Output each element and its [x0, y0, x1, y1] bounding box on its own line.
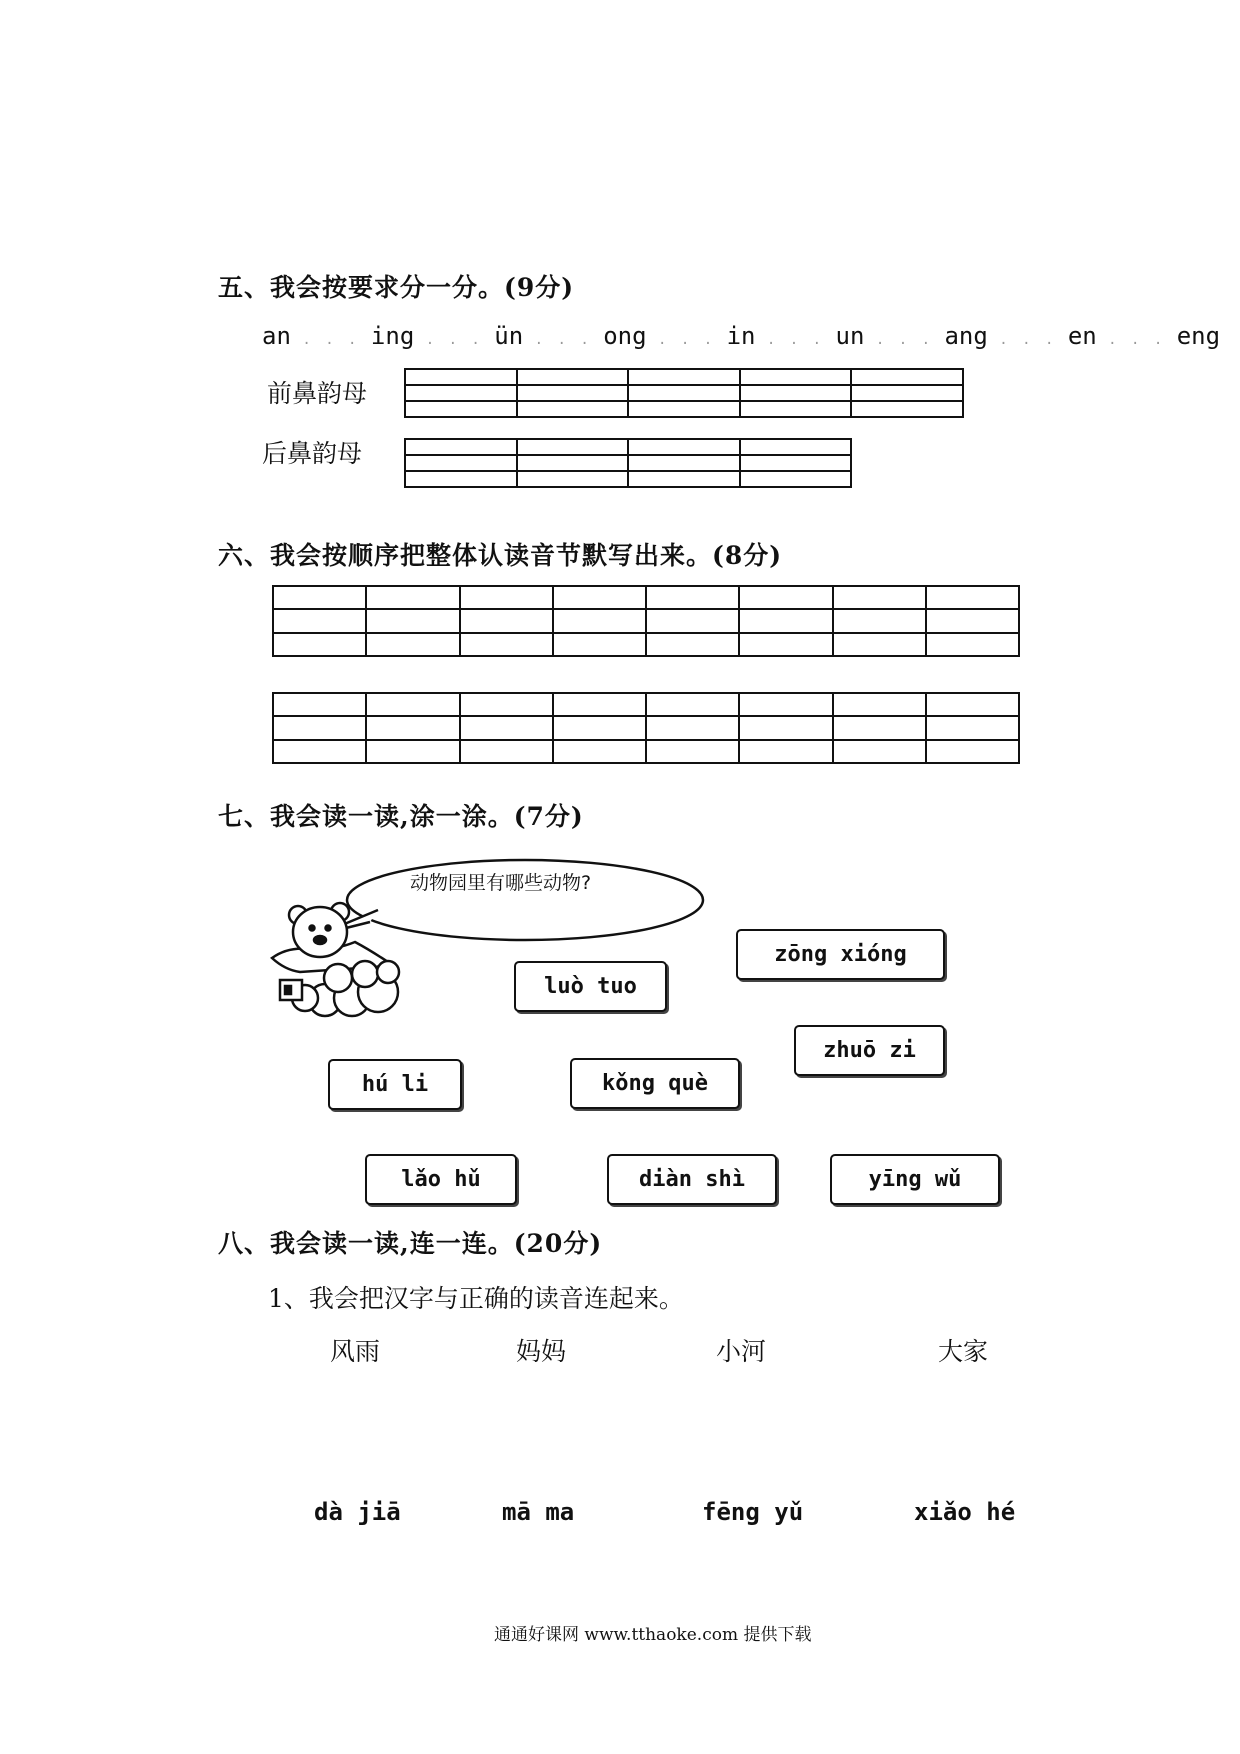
writing-cell[interactable] — [273, 693, 366, 716]
writing-cell[interactable] — [833, 586, 926, 609]
writing-cell[interactable] — [646, 740, 739, 763]
final-item: ong — [603, 322, 647, 350]
writing-cell[interactable] — [926, 633, 1019, 656]
hanzi-word[interactable]: 风雨 — [330, 1337, 381, 1366]
writing-cell[interactable] — [517, 439, 629, 455]
front-nasal-label: 前鼻韵母 — [267, 379, 368, 408]
writing-cell[interactable] — [851, 369, 963, 385]
writing-cell[interactable] — [646, 609, 739, 632]
writing-cell[interactable] — [739, 693, 832, 716]
writing-cell[interactable] — [460, 716, 553, 739]
writing-cell[interactable] — [851, 401, 963, 417]
writing-cell[interactable] — [273, 740, 366, 763]
syllable-card[interactable]: diàn shì — [607, 1154, 777, 1205]
pinyin-answer[interactable]: xiǎo hé — [914, 1498, 1016, 1526]
syllable-card[interactable]: zhuō zi — [794, 1025, 945, 1076]
writing-cell[interactable] — [405, 439, 517, 455]
writing-cell[interactable] — [926, 609, 1019, 632]
writing-cell[interactable] — [628, 455, 740, 471]
writing-cell[interactable] — [646, 693, 739, 716]
front-nasal-grid — [404, 368, 964, 418]
syllable-grid-2 — [272, 692, 1020, 764]
writing-cell[interactable] — [833, 609, 926, 632]
syllable-card[interactable]: yīng wǔ — [830, 1154, 1000, 1205]
final-item: ang — [944, 322, 988, 350]
final-item: in — [726, 322, 756, 350]
final-item: ün — [494, 322, 524, 350]
writing-cell[interactable] — [366, 609, 459, 632]
writing-cell[interactable] — [405, 471, 517, 487]
writing-cell[interactable] — [740, 385, 852, 401]
writing-cell[interactable] — [366, 633, 459, 656]
writing-cell[interactable] — [740, 455, 852, 471]
writing-cell[interactable] — [628, 385, 740, 401]
writing-cell[interactable] — [553, 633, 646, 656]
writing-cell[interactable] — [740, 471, 852, 487]
back-nasal-grid — [404, 438, 852, 488]
final-item: un — [835, 322, 865, 350]
writing-cell[interactable] — [460, 609, 553, 632]
writing-cell[interactable] — [517, 471, 629, 487]
pinyin-answer[interactable]: dà jiā — [314, 1498, 401, 1526]
writing-cell[interactable] — [460, 693, 553, 716]
writing-cell[interactable] — [366, 740, 459, 763]
writing-cell[interactable] — [646, 586, 739, 609]
writing-cell[interactable] — [553, 693, 646, 716]
section8-heading: 八、我会读一读,连一连。(20分) — [218, 1229, 603, 1258]
writing-cell[interactable] — [646, 716, 739, 739]
writing-cell[interactable] — [273, 633, 366, 656]
writing-cell[interactable] — [833, 740, 926, 763]
writing-cell[interactable] — [273, 716, 366, 739]
footer-text: 通通好课网 www.tthaoke.com 提供下载 — [494, 1625, 812, 1645]
writing-cell[interactable] — [739, 633, 832, 656]
section8-instruction: 1、我会把汉字与正确的读音连起来。 — [268, 1284, 684, 1313]
hanzi-word[interactable]: 大家 — [938, 1337, 989, 1366]
writing-cell[interactable] — [366, 586, 459, 609]
writing-cell[interactable] — [273, 609, 366, 632]
writing-cell[interactable] — [405, 401, 517, 417]
writing-cell[interactable] — [517, 369, 629, 385]
writing-cell[interactable] — [833, 633, 926, 656]
writing-cell[interactable] — [926, 740, 1019, 763]
writing-cell[interactable] — [460, 633, 553, 656]
final-item: en — [1067, 322, 1097, 350]
syllable-card[interactable]: kǒng què — [570, 1058, 740, 1109]
writing-cell[interactable] — [740, 369, 852, 385]
section5-heading: 五、我会按要求分一分。(9分) — [218, 273, 575, 302]
writing-cell[interactable] — [628, 471, 740, 487]
writing-cell[interactable] — [739, 716, 832, 739]
finals-row: an . . . ing . . . ün . . . ong . . . in . . . un . . . ang . . . en . . . eng — [262, 322, 1221, 350]
final-item: ing — [370, 322, 415, 350]
pinyin-answer[interactable]: fēng yǔ — [702, 1498, 804, 1526]
writing-cell[interactable] — [739, 586, 832, 609]
writing-cell[interactable] — [739, 740, 832, 763]
syllable-card[interactable]: luò tuo — [514, 961, 667, 1012]
writing-cell[interactable] — [740, 439, 852, 455]
writing-cell[interactable] — [926, 693, 1019, 716]
writing-cell[interactable] — [739, 609, 832, 632]
writing-cell[interactable] — [851, 385, 963, 401]
final-item: an — [262, 322, 291, 350]
writing-cell[interactable] — [405, 385, 517, 401]
syllable-card[interactable]: zōng xióng — [736, 929, 945, 980]
syllable-card[interactable]: lǎo hǔ — [365, 1154, 517, 1205]
writing-cell[interactable] — [460, 586, 553, 609]
writing-cell[interactable] — [553, 586, 646, 609]
writing-cell[interactable] — [517, 401, 629, 417]
writing-cell[interactable] — [628, 401, 740, 417]
section6-heading: 六、我会按顺序把整体认读音节默写出来。(8分) — [218, 541, 783, 570]
writing-cell[interactable] — [628, 439, 740, 455]
writing-cell[interactable] — [926, 586, 1019, 609]
syllable-grid-1 — [272, 585, 1020, 657]
writing-cell[interactable] — [405, 455, 517, 471]
writing-cell[interactable] — [740, 401, 852, 417]
writing-cell[interactable] — [646, 633, 739, 656]
writing-cell[interactable] — [553, 740, 646, 763]
pinyin-answer[interactable]: mā ma — [502, 1498, 575, 1526]
section7-heading: 七、我会读一读,涂一涂。(7分) — [218, 802, 584, 831]
writing-cell[interactable] — [833, 716, 926, 739]
writing-cell[interactable] — [926, 716, 1019, 739]
writing-cell[interactable] — [553, 609, 646, 632]
writing-cell[interactable] — [553, 716, 646, 739]
writing-cell[interactable] — [517, 385, 629, 401]
writing-cell[interactable] — [628, 369, 740, 385]
writing-cell[interactable] — [517, 455, 629, 471]
speech-bubble-text: 动物园里有哪些动物? — [410, 872, 592, 894]
writing-cell[interactable] — [366, 693, 459, 716]
syllable-card[interactable]: hú li — [328, 1059, 462, 1110]
hanzi-word[interactable]: 妈妈 — [516, 1337, 567, 1366]
writing-cell[interactable] — [366, 716, 459, 739]
hanzi-word[interactable]: 小河 — [716, 1337, 767, 1366]
writing-cell[interactable] — [460, 740, 553, 763]
writing-cell[interactable] — [833, 693, 926, 716]
writing-cell[interactable] — [273, 586, 366, 609]
final-item: eng — [1176, 322, 1221, 350]
back-nasal-label: 后鼻韵母 — [262, 439, 363, 468]
writing-cell[interactable] — [405, 369, 517, 385]
